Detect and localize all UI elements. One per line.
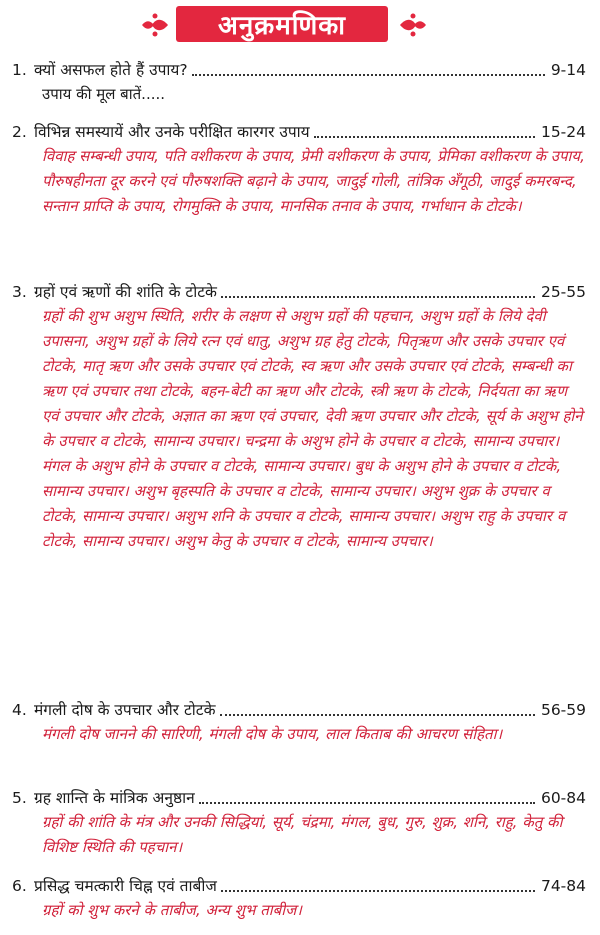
dot-leader <box>314 135 535 138</box>
entry-pages: 25-55 <box>540 283 586 301</box>
entry-description: विवाह सम्बन्धी उपाय, पति वशीकरण के उपाय, प्रेमी वशीकरण के उपाय, प्रेमिका वशीकरण के उपाय, पौरुषहीनता दूर करने एवं पौरुषशक्ति बढ़ाने के उपाय, जादुई गोली, तांत्रिक अँगूठी, जादुई कमरबन्द, सन्तान प्राप्ति के उपाय, रोगमुक्ति के उपाय, मानसिक तनाव के उपाय, गर्भाधान के टोटके। <box>42 147 585 215</box>
page-title-text: अनुक्रमणिका <box>217 11 347 41</box>
entry-title: मंगली दोष के उपचार और टोटके <box>34 701 216 719</box>
entry-description: ग्रहों की शांति के मंत्र और उनकी सिद्धियां, सूर्य, चंद्रमा, मंगल, बुध, गुरु, शुक्र, शनि, राहु, केतु की विशिष्ट स्थिति की पहचान। <box>42 813 563 856</box>
dot-leader <box>199 801 535 804</box>
entry-number: 6. <box>12 877 27 895</box>
entry-title: ग्रह शान्ति के मांत्रिक अनुष्ठान <box>34 789 195 807</box>
entry-description: ग्रहों को शुभ करने के ताबीज, अन्य शुभ ताबीज। <box>42 901 302 919</box>
dot-leader <box>220 713 535 716</box>
entry-title: प्रसिद्ध चमत्कारी चिह्न एवं ताबीज <box>34 877 217 895</box>
entry-number: 1. <box>12 61 27 79</box>
toc-entry-heading <box>0 280 600 304</box>
toc-entry-6 <box>0 874 600 923</box>
entry-pages: 56-59 <box>540 701 586 719</box>
toc-entry-heading <box>0 874 600 898</box>
entry-number: 2. <box>12 123 27 141</box>
entry-pages: 15-24 <box>540 123 586 141</box>
toc-entry-heading <box>0 58 600 82</box>
entry-description: मंगली दोष जानने की सारिणी, मंगली दोष के उपाय, लाल किताब की आचरण संहिता। <box>42 725 503 743</box>
toc-entry-1 <box>0 58 600 107</box>
entry-pages: 74-84 <box>540 877 586 895</box>
page-title <box>176 6 388 42</box>
entry-description: ग्रहों की शुभ अशुभ स्थिति, शरीर के लक्षण से अशुभ ग्रहों की पहचान, अशुभ ग्रहों के लिये देवी उपासना, अशुभ ग्रहों के लिये रत्न एवं धातु, अशुभ ग्रह हेतु टोटके, पितृऋण और उसके उपचार एवं टोटके, मातृ ऋण और उसके उपचार एवं टोटके, स्व ऋण और उसके उपचार एवं टोटके, सम्बन्धी का ऋण एवं उपचार तथा टोटके, बहन-बेटी का ऋण और टोटके, स्त्री ऋण के टोटके, निर्दयता का ऋण एवं उपचार और टोटके, अज्ञात का ऋण एवं उपचार, देवी ऋण उपचार और टोटके, सूर्य के अशुभ होने के उपचार व टोटके, सामान्य उपचार। चन्द्रमा के अशुभ होने के उपचार व टोटके, सामान्य उपचार। मंगल के अशुभ होने के उपचार व टोटके, सामान्य उपचार। बुध के अशुभ होने के उपचार व टोटके, सामान्य उपचार। अशुभ बृहस्पति के उपचार व टोटके, सामान्य उपचार। अशुभ शुक्र के उपचार व टोटके, सामान्य उपचार। अशुभ शनि के उपचार व टोटके, सामान्य उपचार। अशुभ राहु के उपचार व टोटके, सामान्य उपचार। अशुभ केतु के उपचार व टोटके, सामान्य उपचार। <box>42 307 583 550</box>
dot-leader <box>221 295 535 298</box>
entry-pages: 9-14 <box>550 61 586 79</box>
entry-number: 3. <box>12 283 27 301</box>
entry-number: 5. <box>12 789 27 807</box>
dot-leader <box>192 73 545 76</box>
toc-entry-3 <box>0 280 600 554</box>
entry-title: क्यों असफल होते हैं उपाय? <box>34 61 188 79</box>
page-header <box>0 6 600 44</box>
entry-title: विभिन्न समस्यायें और उनके परीक्षित कारगर उपाय <box>34 123 310 141</box>
entry-title: ग्रहों एवं ऋणों की शांति के टोटके <box>34 283 217 301</box>
entry-number: 4. <box>12 701 27 719</box>
toc-entry-2 <box>0 120 600 219</box>
flourish-right-icon <box>398 10 428 40</box>
toc-entry-4 <box>0 698 600 747</box>
toc-entry-heading <box>0 786 600 810</box>
flourish-left-icon <box>140 10 170 40</box>
toc-entry-heading <box>0 120 600 144</box>
dot-leader <box>221 889 535 892</box>
entry-description: उपाय की मूल बातें..... <box>42 85 166 103</box>
toc-entry-5 <box>0 786 600 860</box>
toc-entry-heading <box>0 698 600 722</box>
entry-pages: 60-84 <box>540 789 586 807</box>
